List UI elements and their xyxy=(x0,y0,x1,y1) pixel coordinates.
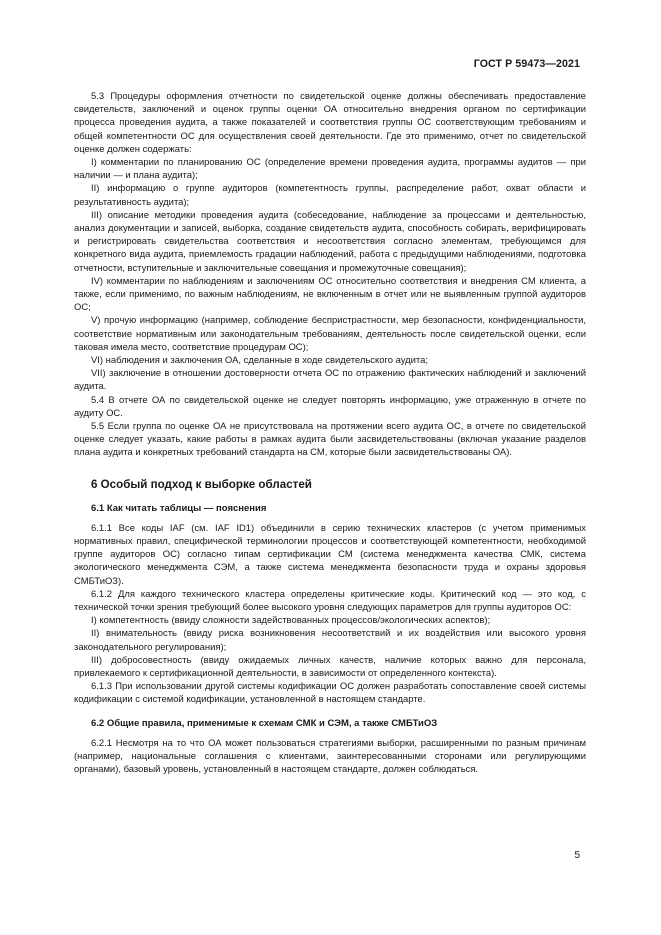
page-content xyxy=(74,90,586,776)
paragraph-5-3: 5.3 Процедуры оформления отчетности по свидетельской оценке должны обеспечивать предоставление свидетельств, заключений и оценок группы оценки ОА относительно внедрения органом по сертификации процесса проведения аудита, а также показателей и соответствия группы ОС соответствующим требованиям и общей компетентности ОС для осуществления своей деятельности. Где это применимо, отчет по свидетельской оценке должен содержать: xyxy=(74,91,586,155)
paragraph-6-1-2: 6.1.2 Для каждого технического кластера определены критические коды. Критический код — это код, с технической точки зрения требующий более высокого уровня следующих параметров для группы аудиторов ОС: xyxy=(74,588,586,613)
paragraph-6-2-1: 6.2.1 Несмотря на то что ОА может пользоваться стратегиями выборки, расширенными по разным причинам (например, национальные соглашения с клиентами, заинтересованными сторонами или регулирующими органами), базовый уровень, установленный в настоящем стандарте, должен соблюдаться. xyxy=(74,737,586,775)
paragraph-5-5: 5.5 Если группа по оценке ОА не присутствовала на протяжении всего аудита ОС, в отчете по свидетельской оценке следует указать, какие работы в рамках аудита были засвидетельствованы (включая указание разделов плана аудита и конкретных требований стандарта на СМ, которые были засвидетельствованы ОА). xyxy=(74,421,586,459)
list-item: II) внимательность (ввиду риска возникновения несоответствий и их воздействия или высокого уровня законодательного регулирования); xyxy=(74,628,586,653)
subsection-6-1-heading: 6.1 Как читать таблицы — пояснения xyxy=(91,502,267,514)
paragraph-6-1-1: 6.1.1 Все коды IAF (см. IAF ID1) объединили в серию технических кластеров (с учетом применимых нормативных правил, специфической терминологии процессов и соответствующей компетентности, необходимой группе аудиторов ОС) согласно типам сертификации СМ (система менеджмента качества СМК, система экологического менеджмента СЭМ, а также система менеджмента безопасности труда и охраны здоровья СМБТиОЗ). xyxy=(74,522,586,587)
list-item: I) комментарии по планированию ОС (определение времени проведения аудита, программы аудитов — при наличии — и плана аудита); xyxy=(74,157,586,182)
list-item: I) компетентность (ввиду сложности задействованных процессов/экологических аспектов); xyxy=(91,615,491,627)
list-item: III) описание методики проведения аудита (собеседование, наблюдение за процессами и деятельностью, анализ документации и записей, выборка, создание свидетельств аудита, способность собирать, верифицировать и регистрировать свидетельства соответствия и несоответствия согласно элементам, требующимся для конкретного вида аудита, приемлемость градации наблюдений, работа с предыдущими наблюдениями, подготовка отчетности, вступительные и заключительные совещания и промежуточные совещания); xyxy=(74,209,586,274)
list-item: IV) комментарии по наблюдениям и заключениям ОС относительно соответствия и внедрения СМ клиента, а также, если применимо, по важным наблюдениям, не включенным в отчет или не выявленным группой аудиторов ОС; xyxy=(74,275,586,314)
list-item: VII) заключение в отношении достоверности отчета ОС по отражению фактических наблюдений и заключений аудита. xyxy=(74,368,586,393)
subsection-6-2-heading: 6.2 Общие правила, применимые к схемам СМК и СЭМ, а также СМБТиОЗ xyxy=(91,717,438,729)
list-item: III) добросовестность (ввиду ожидаемых личных качеств, наличие которых важно для персонала, привлекаемого к сертификационной деятельности, в зависимости от определенного контекста). xyxy=(74,654,586,679)
paragraph-6-1-3: 6.1.3 При использовании другой системы кодификации ОС должен разработать сопоставление своей системы кодификации с системой кодификации, установленной в настоящем стандарте. xyxy=(74,681,586,706)
list-item: VI) наблюдения и заключения ОА, сделанные в ходе свидетельского аудита; xyxy=(91,355,429,367)
document-id-header: ГОСТ Р 59473—2021 xyxy=(473,58,580,70)
section-6-heading: 6 Особый подход к выборке областей xyxy=(91,477,312,491)
page-number: 5 xyxy=(574,850,580,861)
list-item: II) информацию о группе аудиторов (компетентность группы, распределение работ, охват области и результативность аудита); xyxy=(74,183,586,208)
list-item: V) прочую информацию (например, соблюдение беспристрастности, мер безопасности, конфиденциальности, соответствие нормативным или законодательным требованиям, деятельность после свидетельской оценки, если таковая имела место, соответствие процедурам ОС); xyxy=(74,315,586,353)
paragraph-5-4: 5.4 В отчете ОА по свидетельской оценке не следует повторять информацию, уже отраженную в отчете по аудиту ОС. xyxy=(74,394,586,419)
